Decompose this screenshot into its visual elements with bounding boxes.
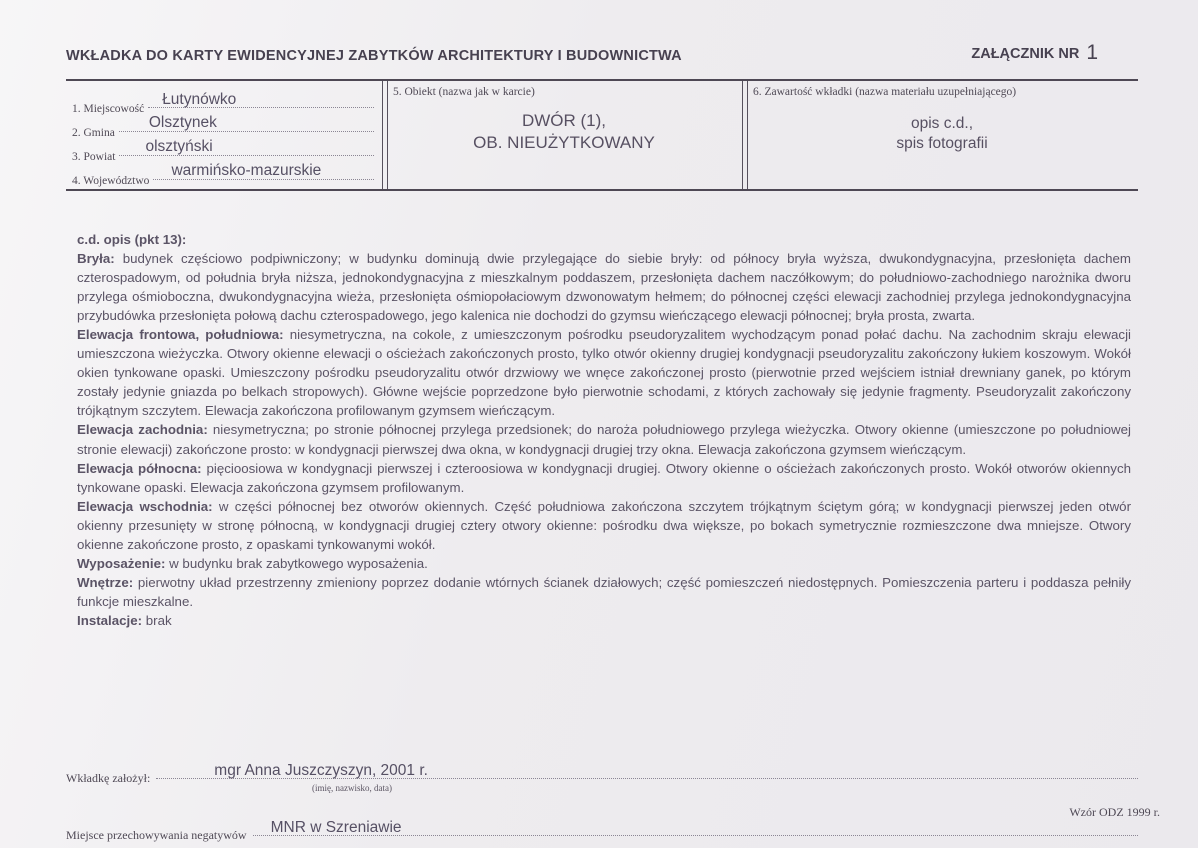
object-name-line1: DWÓR (1), [521,111,607,130]
section-label: Elewacja wschodnia: [77,498,213,514]
description-section [77,420,1131,458]
description-sections [77,249,1131,630]
field-powiat [72,136,374,163]
section-label: Elewacja zachodnia: [77,422,208,438]
footer-author-line [66,760,1138,785]
description-section [77,325,1131,420]
section-label: Instalacje: [77,612,143,628]
object-cell [386,81,742,189]
footer-negatives-value: MNR w Szreniawie [270,819,402,836]
section-label: Elewacja północna: [77,460,202,476]
footer-author-label: Wkładkę założył: [66,771,151,785]
description-section [77,554,1131,573]
section-text: w budynku brak zabytkowego wyposażenia. [165,555,428,571]
pattern-note: Wzór ODZ 1999 r. [1069,805,1160,819]
field-wojewodztwo-fill [153,160,374,184]
object-cell-body [386,110,742,154]
section-label: Wnętrze: [77,574,134,590]
footer-author-fill [156,760,1138,782]
field-wojewodztwo [72,160,374,187]
field-gmina-value: Olsztynek [148,114,217,131]
object-cell-caption: 5. Obiekt (nazwa jak w karcie) [393,86,535,98]
footer-negatives-label: Miejsce przechowywania negatywów [66,828,247,842]
body-heading: c.d. opis (pkt 13): [77,232,187,247]
content-line2: spis fotografii [896,134,988,152]
field-wojewodztwo-label: 4. Województwo [72,175,150,187]
section-label: Bryła: [77,251,115,267]
header-table [66,79,1138,191]
footer-author-value: mgr Anna Juszczyszyn, 2001 r. [214,762,428,779]
description-section [77,249,1131,325]
footer-author-caption: (imię, nazwisko, data) [312,783,392,793]
description-section [77,573,1131,611]
field-gmina-label: 2. Gmina [72,127,115,139]
footer-negatives-fill [253,817,1138,839]
description-section [77,459,1131,497]
annex-number: 1 [1086,41,1098,64]
section-text: pierwotny układ przestrzenny zmieniony poprzez dodanie wtórnych ścianek działowych; część pomieszczeń niedostępnych. Pomieszczenia parteru i poddasza pełniły funkcje mieszkalne. [77,574,1131,609]
footer-negatives-line [66,817,1138,842]
annex-block [971,40,1098,64]
section-label: Elewacja frontowa, południowa: [77,327,284,343]
section-text: budynek częściowo podpiwniczony; w budynku dominują dwie przylegające do siebie bryły: od północy bryła wyższa, dwukondygnacyjna, przesłonięta dachem czterospadowym, od południa bryła niższa, jednokondygnacyjna z mieszkalnym poddaszem, przesłonięta dachem naczółkowym; do południowo-zachodniego narożnika dworu przylega ośmioboczna, dwukondygnacyjna wieża, przesłonięta ośmiopołaciowym dzwonowatym hełmem; do północnej części elewacji zachodniej przylega jednokondygnacyjna przybudówka przesłonięta połową dachu czterospadowego, jego kalenica nie dochodzi do gzymsu wieńczącego elewacji północnej; bryła prosta, zwarta. [77,251,1131,324]
description-body [77,230,1131,630]
content-cell-caption: 6. Zawartość wkładki (nazwa materiału uzupełniającego) [753,86,1017,98]
field-powiat-label: 3. Powiat [72,151,116,163]
section-label: Wyposażenie: [77,555,166,571]
annex-label: ZAŁĄCZNIK NR [971,46,1080,62]
content-cell-body [746,114,1138,154]
description-section [77,497,1131,554]
description-section [77,611,1131,630]
document-title: WKŁADKA DO KARTY EWIDENCYJNEJ ZABYTKÓW ARCHITEKTURY I BUDOWNICTWA [66,48,682,64]
content-cell [746,81,1138,189]
section-text: niesymetryczna, na cokole, z umieszczonym pośrodku pseudoryzalitem wychodzącym ponad połać dachu. Na zachodnim skraju elewacji umieszczona wieżyczka. Otwory okienne elewacji o ościeżach zakończonych prosto, tylko otwór okienny drugiej kondygnacji pseudoryzalitu zakończony łukiem koszowym. Wokół okien tynkowane opaski. Umieszczony pośrodku pseudoryzalitu otwór drzwiowy we wnęce zakończonej prosto (pierwotnie przed wejściem istniał drewniany ganek, po którym zostały jedynie gniazda po belkach stropowych). Główne wejście poprzedzone było pierwotnie schodami, z których zachowały się jedynie fragmenty. Pseudoryzalit zakończony trójkątnym szczytem. Elewacja zakończona profilowanym gzymsem wieńczącym. [77,327,1131,419]
title-row [66,40,1138,64]
location-fields [66,81,382,187]
section-text: pięcioosiowa w kondygnacji pierwszej i czteroosiowa w kondygnacji drugiej. Otwory okienne o ościeżach zakończonych prosto. Wokół otworów okiennych tynkowane opaski. Elewacja zakończona gzymsem profilowanym. [77,460,1131,495]
field-miejscowosc-label: 1. Miejscowość [72,103,145,115]
field-miejscowosc-fill [148,88,374,112]
section-text: brak [142,612,172,628]
location-cell [66,81,382,189]
section-text: w części północnej bez otworów okiennych. Część południowa zakończona szczytem trójkątnym ściętym górą; w kondygnacji pierwszej jeden otwór okienny przesunięty w stronę północną, w kondygnacji drugiej cztery otwory okienne: pośrodku dwa większe, po bokach symetrycznie rozmieszczone dwa mniejsze. Otwory okienne zakończone prosto, z opaskami tynkowanymi wokół. [77,498,1131,552]
section-text: niesymetryczna; po stronie północnej przylega przedsionek; do naroża południowego przylega wieżyczka. Otwory okienne (umieszczone po południowej stronie elewacji) zakończone prosto: w kondygnacji pierwszej dwa okna, w kondygnacji drugiej trzy okna. Elewacja zakończona gzymsem wieńczącym. [77,422,1131,457]
field-gmina-fill [119,112,374,136]
field-miejscowosc [72,88,374,115]
field-powiat-value: olsztyński [145,138,213,155]
field-wojewodztwo-value: warmińsko-mazurskie [171,162,322,179]
field-powiat-fill [119,136,374,160]
field-miejscowosc-value: Łutynówko [162,91,237,108]
content-line1: opis c.d., [910,115,974,132]
field-gmina [72,112,374,139]
object-name-line2: OB. NIEUŻYTKOWANY [473,132,655,152]
footer [66,760,1138,842]
